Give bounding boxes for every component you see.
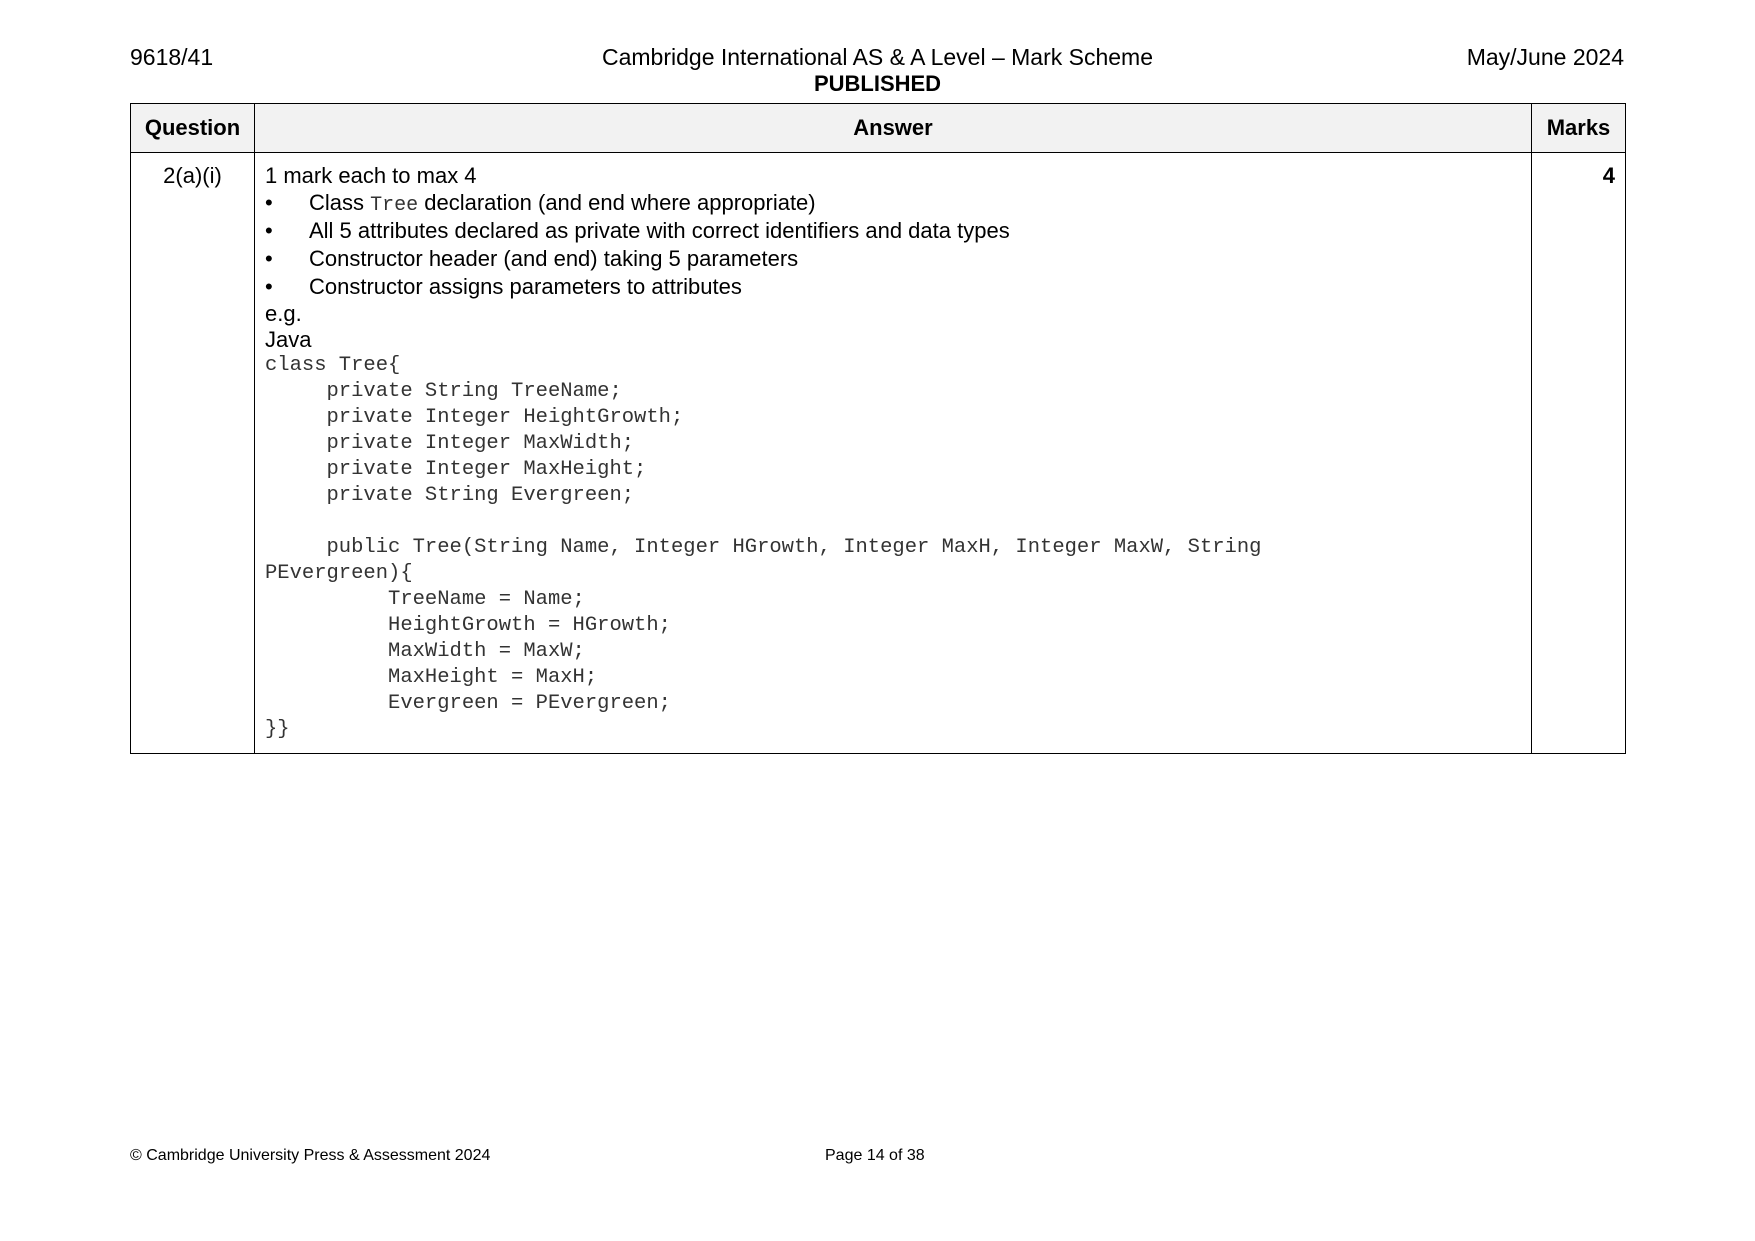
- language-label: Java: [265, 327, 312, 352]
- question-column-header: Question: [131, 104, 255, 153]
- marks-value: 4: [1532, 153, 1626, 754]
- question-number: 2(a)(i): [131, 153, 255, 754]
- bullet-icon: •: [265, 274, 273, 299]
- paper-code: 9618/41: [130, 44, 214, 70]
- answer-column-header: Answer: [255, 104, 1532, 153]
- marking-criteria-list: [265, 189, 1521, 301]
- list-item: [265, 245, 1521, 273]
- bullet-icon: •: [265, 190, 273, 215]
- marking-instruction: 1 mark each to max 4: [265, 163, 477, 188]
- list-item: [265, 189, 1521, 217]
- criterion-text: All 5 attributes declared as private with correct identifiers and data types: [309, 218, 1010, 243]
- list-item: [265, 273, 1521, 301]
- list-item: [265, 217, 1521, 245]
- criterion-prefix: Class: [309, 190, 371, 215]
- page-number: Page 14 of 38: [825, 1147, 925, 1164]
- table-row: [131, 153, 1626, 754]
- exam-session: May/June 2024: [1466, 44, 1624, 70]
- criterion-suffix: declaration (and end where appropriate): [418, 190, 816, 215]
- bullet-icon: •: [265, 218, 273, 243]
- published-label: PUBLISHED: [813, 71, 942, 96]
- criterion-text: Constructor assigns parameters to attributes: [309, 274, 742, 299]
- criterion-text: Constructor header (and end) taking 5 parameters: [309, 246, 799, 271]
- criterion-code: Tree: [370, 194, 419, 217]
- example-label: e.g.: [265, 301, 302, 326]
- bullet-icon: •: [265, 246, 273, 271]
- code-example: class Tree{ private String TreeName; private Integer HeightGrowth; private Integer MaxWidth; private Integer MaxHeight; private String Evergreen; public Tree(String Name, Integer HGrowth, Integer MaxH, Integer MaxW, String PEvergreen){ TreeName = Name; HeightGrowth = HGrowth; MaxWidth = MaxW; MaxHeight = MaxH; Evergreen = PEvergreen; }}: [265, 354, 1262, 741]
- mark-scheme-table: [130, 103, 1626, 754]
- answer-cell: [255, 153, 1532, 754]
- table-header-row: [131, 104, 1626, 153]
- copyright-notice: © Cambridge University Press & Assessment 2024: [130, 1147, 491, 1164]
- marks-column-header: Marks: [1532, 104, 1626, 153]
- document-title: Cambridge International AS & A Level – Mark Scheme: [601, 44, 1154, 70]
